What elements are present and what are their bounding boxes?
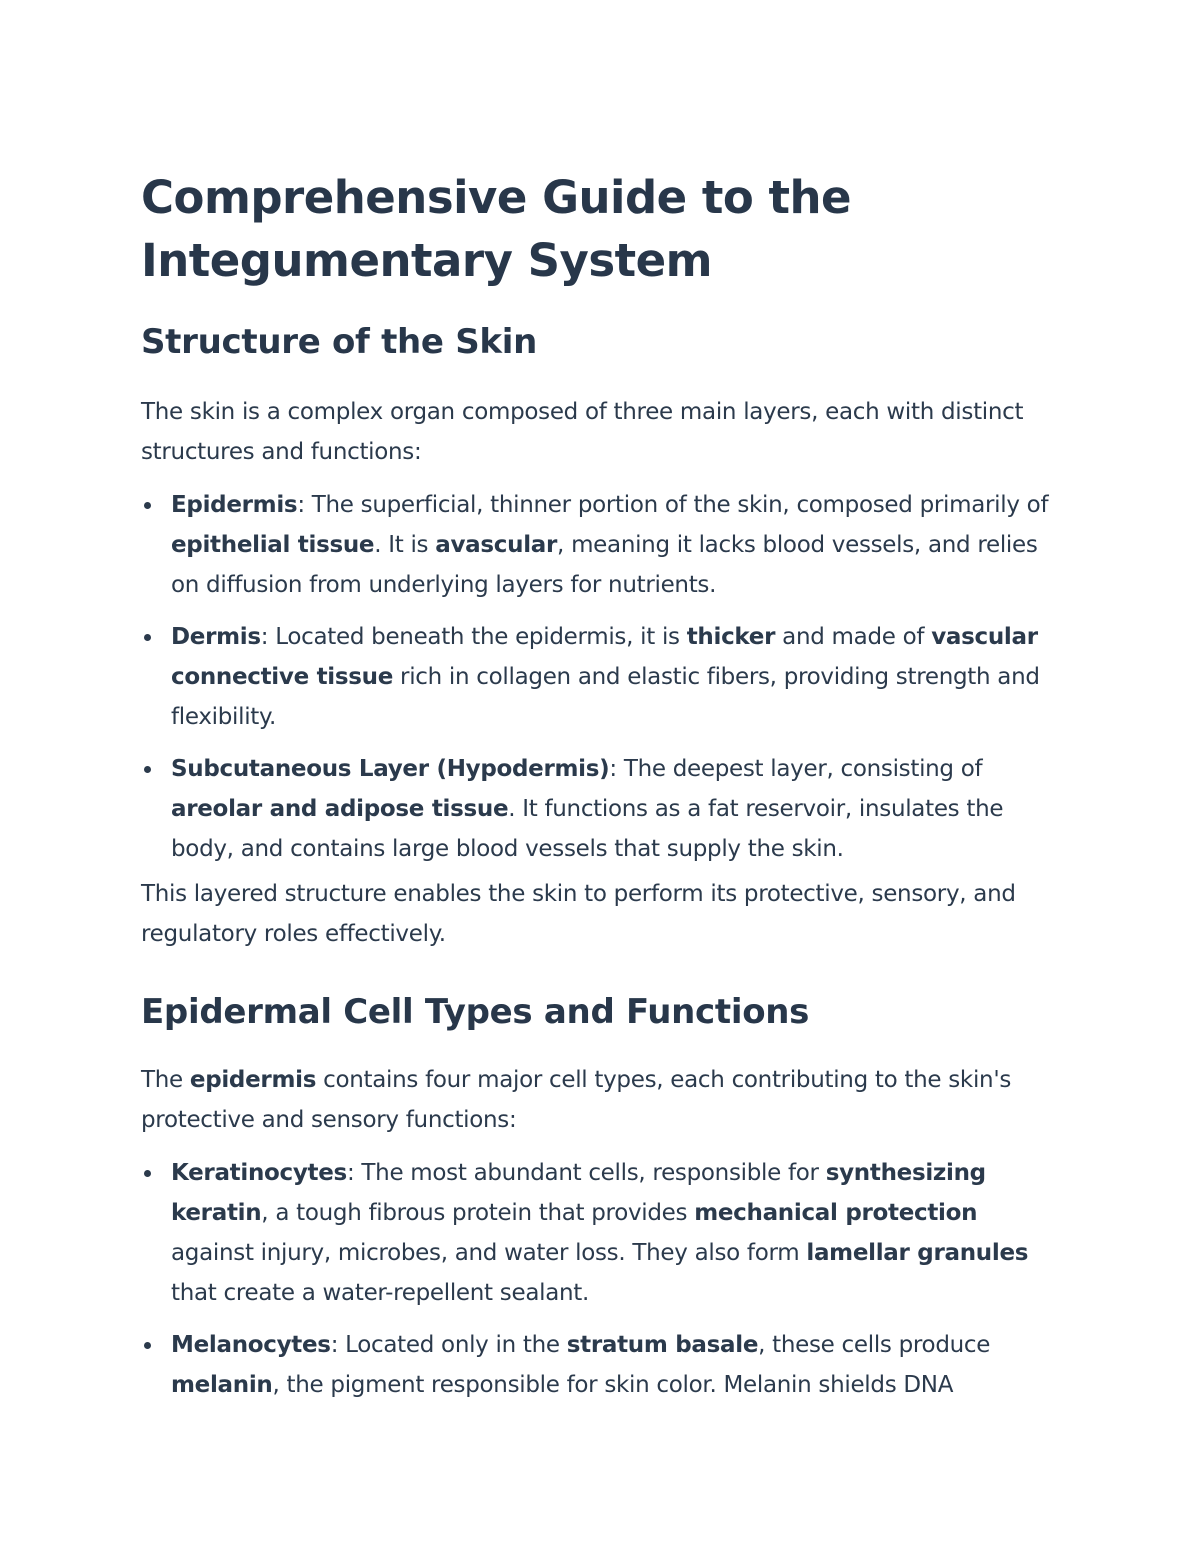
bold-term: Dermis — [171, 624, 261, 650]
bold-term: areolar and adipose tissue — [171, 796, 509, 822]
section-heading-cell-types: Epidermal Cell Types and Functions — [141, 992, 810, 1032]
text-run: , the pigment responsible for skin color. Melanin shields DNA — [272, 1372, 954, 1398]
text-run: , meaning it lacks blood vessels, and relies on diffusion from underlying layers for nutrients. — [171, 532, 1038, 598]
text-run: . It is — [374, 532, 436, 558]
text-run: : The superficial, thinner portion of the skin, composed primarily of — [297, 492, 1049, 518]
text-run: The — [141, 1067, 190, 1093]
bold-term: avascular — [435, 532, 558, 558]
text-run: , a tough fibrous protein that provides — [261, 1200, 695, 1226]
bold-term: epidermis — [189, 1067, 317, 1093]
bold-term: epithelial tissue — [171, 532, 375, 558]
bold-term: Subcutaneous Layer (Hypodermis) — [171, 756, 610, 782]
bullet-icon — [144, 502, 151, 509]
list-item — [141, 485, 1060, 605]
list-item — [141, 749, 1060, 869]
text-run: : The most abundant cells, responsible for — [346, 1160, 826, 1186]
section-intro-cell-types — [141, 1060, 1060, 1140]
section-intro-structure: The skin is a complex organ composed of three main layers, each with distinct structures and functions: — [141, 399, 1024, 465]
text-run: contains four major cell types, each contributing to the skin's protective and sensory functions: — [141, 1067, 1012, 1133]
bold-term: Melanocytes — [171, 1332, 331, 1358]
bold-term: Keratinocytes — [171, 1160, 347, 1186]
skin-layers-list — [141, 485, 1060, 869]
bold-term: lamellar granules — [806, 1240, 1029, 1266]
text-run: : The deepest layer, consisting of — [609, 756, 983, 782]
cell-types-list — [141, 1153, 1060, 1405]
bold-term: thicker — [686, 624, 776, 650]
document-title: Comprehensive Guide to the Integumentary System — [141, 171, 852, 287]
text-run: , these cells produce — [758, 1332, 991, 1358]
bullet-icon — [144, 634, 151, 641]
bullet-icon — [144, 766, 151, 773]
bullet-icon — [144, 1342, 151, 1349]
bold-term: Epidermis — [171, 492, 298, 518]
text-run: : Located only in the — [330, 1332, 567, 1358]
text-run: rich in collagen and elastic fibers, providing strength and flexibility. — [171, 664, 1040, 730]
text-run: : Located beneath the epidermis, it is — [260, 624, 687, 650]
text-run: that create a water-repellent sealant. — [171, 1280, 590, 1306]
bold-term: stratum basale — [566, 1332, 759, 1358]
list-item — [141, 1153, 1060, 1313]
bold-term: vascular connective tissue — [171, 624, 1038, 690]
text-run: and made of — [775, 624, 932, 650]
bullet-icon — [144, 1170, 151, 1177]
section-closing-structure: This layered structure enables the skin to perform its protective, sensory, and regulatory roles effectively. — [141, 881, 1016, 947]
bold-term: mechanical protection — [694, 1200, 978, 1226]
list-item — [141, 617, 1060, 737]
bold-term: melanin — [171, 1372, 273, 1398]
section-heading-structure: Structure of the Skin — [141, 322, 537, 362]
text-run: against injury, microbes, and water loss. They also form — [171, 1240, 807, 1266]
list-item — [141, 1325, 1060, 1405]
text-run: . It functions as a fat reservoir, insulates the body, and contains large blood vessels that supply the skin. — [171, 796, 1004, 862]
bold-term: synthesizing keratin — [171, 1160, 986, 1226]
